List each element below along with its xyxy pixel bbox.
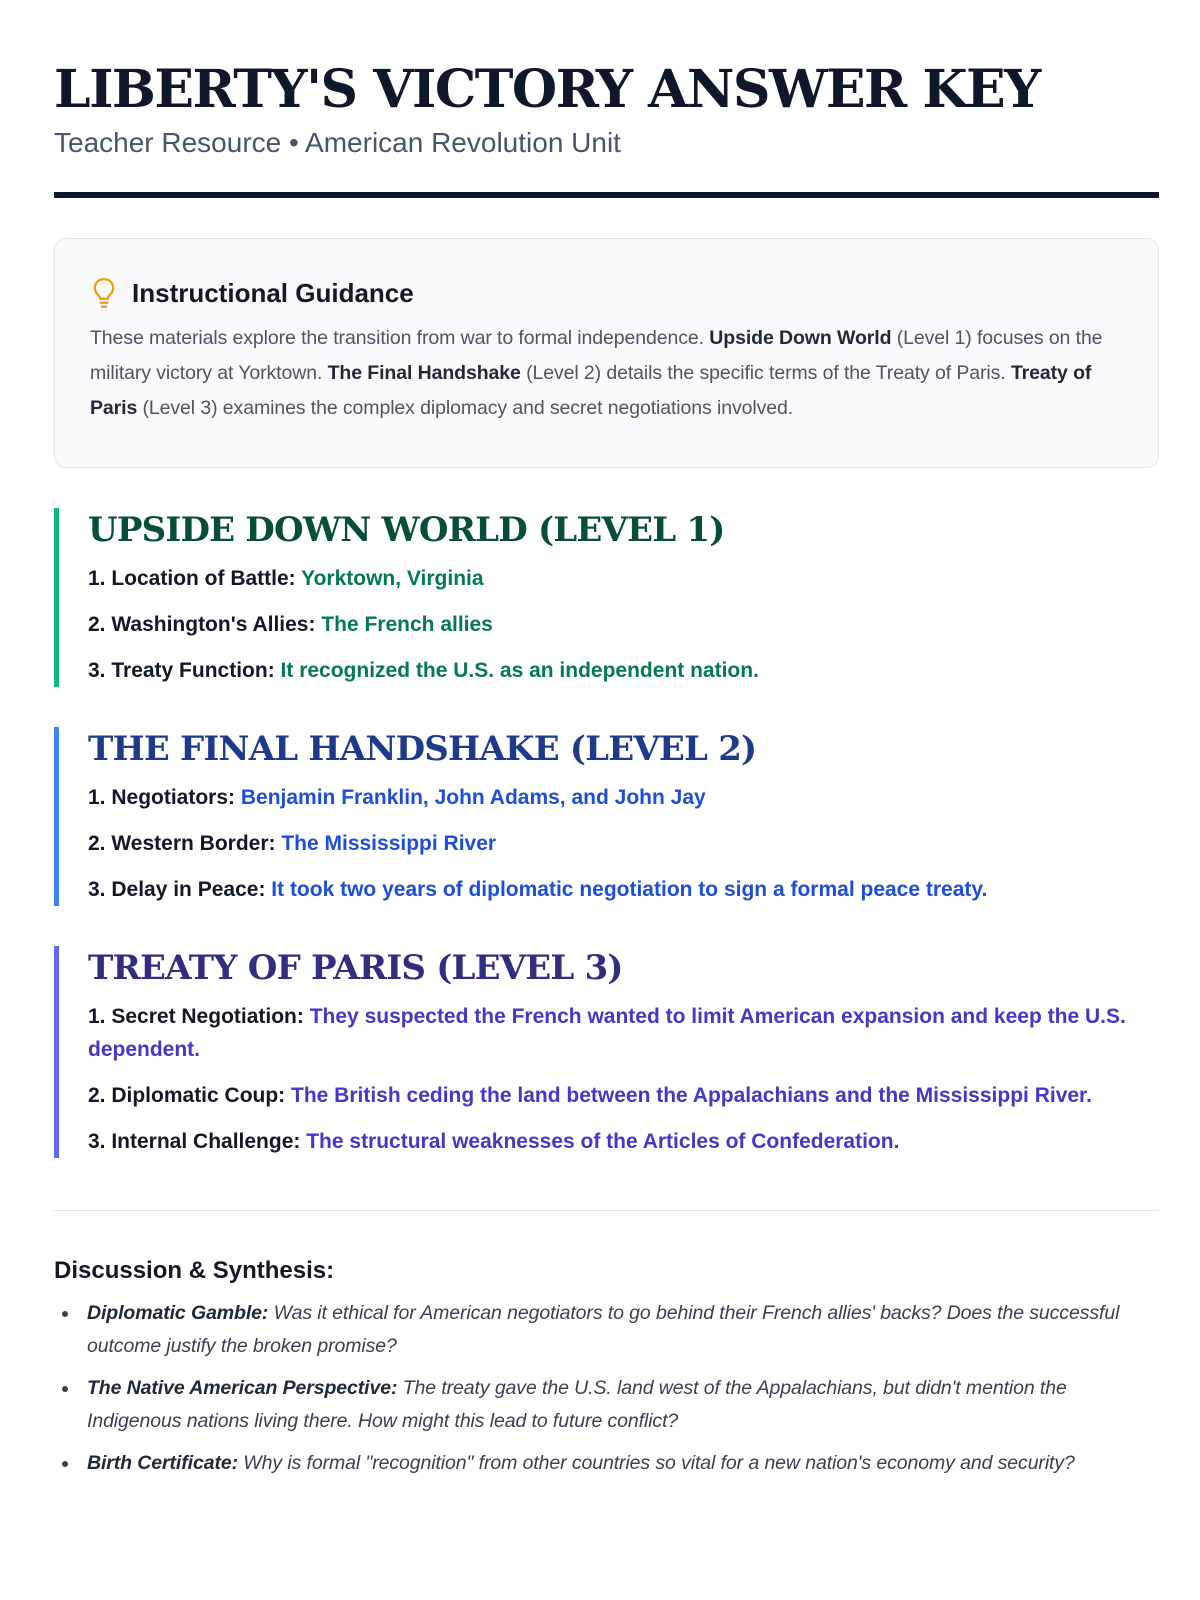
- question-label: 2. Western Border:: [88, 832, 282, 855]
- level-3-heading: TREATY OF PARIS (LEVEL 3): [88, 948, 623, 988]
- level-2-section: [54, 727, 1159, 906]
- level-3-section: [54, 946, 1159, 1158]
- answer-text: The structural weaknesses of the Articles of Confederation.: [306, 1130, 900, 1153]
- bullet-icon: [62, 1461, 68, 1467]
- list-item: [54, 1297, 1159, 1363]
- answer-item: [88, 608, 1159, 641]
- answer-item: [88, 781, 1159, 814]
- question-label: 1. Location of Battle:: [88, 567, 302, 590]
- question-label: 3. Treaty Function:: [88, 659, 281, 682]
- guidance-header: [90, 277, 1124, 309]
- answer-item: [88, 1079, 1159, 1112]
- discussion-text: Was it ethical for American negotiators to go behind their French allies' backs? Does the successful outcome justify the broken promise?: [87, 1302, 1120, 1357]
- answer-text: The French allies: [321, 613, 493, 636]
- guidance-level1-name: Upside Down World: [709, 327, 892, 349]
- guidance-level3-name: Treaty of Paris: [90, 362, 1092, 419]
- answer-text: They suspected the French wanted to limit American expansion and keep the U.S. dependent.: [88, 1005, 1126, 1061]
- answer-text: Yorktown, Virginia: [301, 567, 484, 590]
- answer-text: It took two years of diplomatic negotiation to sign a formal peace treaty.: [271, 878, 988, 901]
- discussion-lead: Diplomatic Gamble:: [87, 1302, 269, 1324]
- guidance-level2-name: The Final Handshake: [327, 362, 521, 384]
- answer-item: [88, 562, 1159, 595]
- answer-item: [88, 827, 1159, 860]
- guidance-title: Instructional Guidance: [132, 277, 414, 308]
- instructional-guidance-box: [54, 238, 1159, 468]
- title-divider: [54, 192, 1159, 198]
- discussion-lead: Birth Certificate:: [87, 1452, 238, 1474]
- bullet-icon: [62, 1311, 68, 1317]
- answer-item: [88, 873, 1159, 906]
- discussion-list: [54, 1297, 1159, 1480]
- list-item: [54, 1372, 1159, 1438]
- answer-item: [88, 654, 1159, 687]
- question-label: 1. Negotiators:: [88, 786, 241, 809]
- discussion-title: Discussion & Synthesis:: [54, 1257, 335, 1284]
- level-2-heading: THE FINAL HANDSHAKE (LEVEL 2): [88, 729, 757, 769]
- question-label: 3. Delay in Peace:: [88, 878, 272, 901]
- discussion-text: Why is formal "recognition" from other countries so vital for a new nation's economy and security?: [237, 1452, 1075, 1474]
- answer-text: The Mississippi River: [281, 832, 497, 855]
- answer-item: [88, 1125, 1159, 1158]
- answer-text: Benjamin Franklin, John Adams, and John Jay: [240, 786, 706, 809]
- answer-item: [88, 1000, 1159, 1066]
- lightbulb-icon: [90, 277, 118, 309]
- question-label: 3. Internal Challenge:: [88, 1130, 307, 1153]
- answer-text: It recognized the U.S. as an independent nation.: [280, 659, 759, 682]
- page-title: LIBERTY'S VICTORY ANSWER KEY: [54, 59, 1040, 120]
- discussion-lead: The Native American Perspective:: [87, 1377, 398, 1399]
- discussion-text: The treaty gave the U.S. land west of the Appalachians, but didn't mention the Indigenous nations living there. How might this lead to future conflict?: [87, 1377, 1067, 1432]
- question-label: 2. Washington's Allies:: [88, 613, 322, 636]
- level-1-heading: UPSIDE DOWN WORLD (LEVEL 1): [88, 510, 725, 550]
- answer-key-page: [54, 58, 1159, 1480]
- list-item: [54, 1447, 1159, 1480]
- answer-text: The British ceding the land between the Appalachians and the Mississippi River.: [291, 1084, 1092, 1107]
- level-1-section: [54, 508, 1159, 687]
- question-label: 2. Diplomatic Coup:: [88, 1084, 292, 1107]
- guidance-text: These materials explore the transition from war to formal independence. Upside Down World (Level 1) focuses on the military victory at Yorktown. The Final Handshake (Level 2) details the specific terms of the Treaty of Paris. Treaty of Paris (Level 3) examines the complex diplomacy and secret negotiations involved.: [90, 327, 1103, 419]
- page-subtitle: Teacher Resource • American Revolution Unit: [54, 127, 621, 158]
- question-label: 1. Secret Negotiation:: [88, 1005, 310, 1028]
- section-divider: [54, 1210, 1159, 1211]
- bullet-icon: [62, 1386, 68, 1392]
